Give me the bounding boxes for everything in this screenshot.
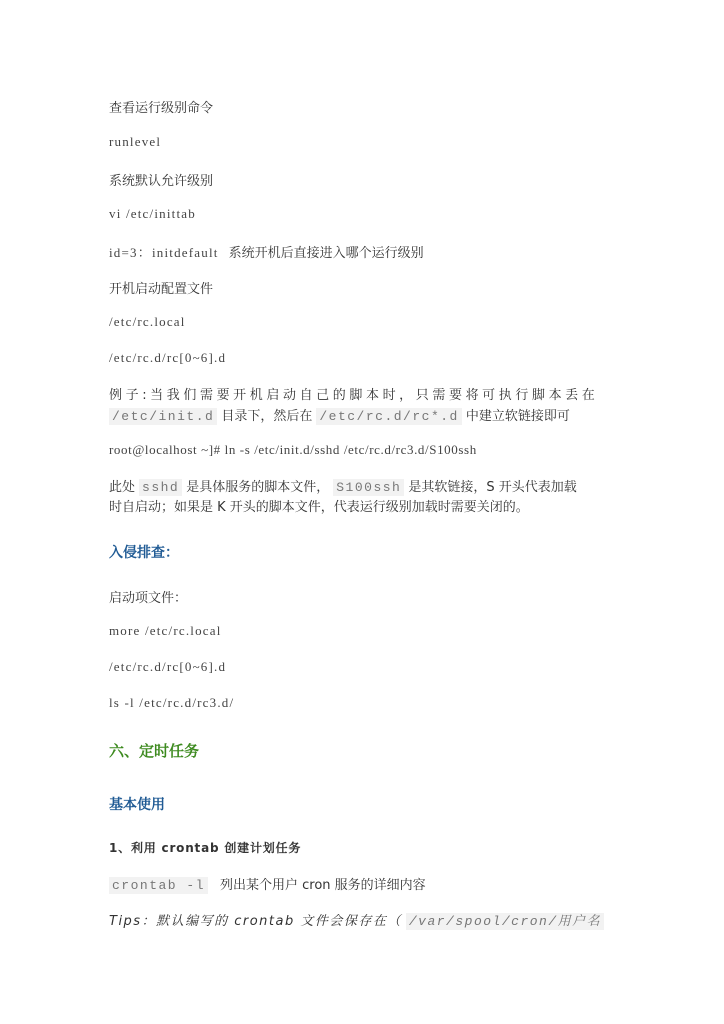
rc-local-path: /etc/rc.local <box>109 314 186 329</box>
spool-cron-path: /var/spool/cron/用户名 <box>406 913 604 930</box>
view-runlevel-cmd-text: 查看运行级别命令 <box>109 101 214 116</box>
rc-d-path: /etc/rc.d/rc[0~6].d <box>109 350 227 365</box>
example-line-2 <box>109 406 619 427</box>
explain-paragraph <box>109 477 619 518</box>
id3-prefix: id=3：initdefault <box>109 245 219 260</box>
example-line-1: 例子:当我们需要开机启动自己的脚本时，只需要将可执行脚本丢在 <box>109 388 599 403</box>
intrusion-heading: 入侵排查： <box>109 545 179 561</box>
vi-inittab-command: vi /etc/inittab <box>109 206 196 221</box>
boot-config-text: 开机启动配置文件 <box>109 282 214 297</box>
ln-command-line: root@localhost ~]# ln -s /etc/init.d/sshd /etc/rc.d/rc3.d/S100ssh <box>109 442 477 457</box>
id3-suffix: 系统开机后直接进入哪个运行级别 <box>228 246 424 261</box>
explain-line-2: 时自启动；如果是 K 开头的脚本文件，代表运行级别加载时需要关闭的。 <box>109 500 529 515</box>
init-d-code: /etc/init.d <box>109 408 217 425</box>
s100ssh-code: S100ssh <box>333 479 404 496</box>
explain-text-3: 是其软链接，S 开头代表加载 <box>408 480 577 495</box>
explain-text-1: 此处 <box>109 480 136 495</box>
tips-line <box>109 910 604 930</box>
explain-line-1 <box>109 477 619 498</box>
more-rc-local-command: more /etc/rc.local <box>109 623 222 638</box>
sshd-code: sshd <box>139 479 182 496</box>
crontab-l-line <box>109 874 426 894</box>
default-level-text: 系统默认允许级别 <box>109 174 214 189</box>
example-text-2: 目录下，然后在 <box>221 409 313 424</box>
crontab-l-desc: 列出某个用户 cron 服务的详细内容 <box>220 878 426 893</box>
crontab-l-code: crontab -l <box>109 877 208 894</box>
example-paragraph <box>109 386 619 427</box>
tips-text: Tips：默认编写的 crontab 文件会保存在（ <box>109 914 402 929</box>
crontab-item-heading: 1、利用 crontab 创建计划任务 <box>109 841 302 855</box>
runlevel-command: runlevel <box>109 134 162 149</box>
basic-usage-heading: 基本使用 <box>109 797 165 813</box>
ls-rc3-command: ls -l /etc/rc.d/rc3.d/ <box>109 695 235 710</box>
section-6-heading: 六、定时任务 <box>109 742 200 760</box>
rc-d-path-2: /etc/rc.d/rc[0~6].d <box>109 659 227 674</box>
startup-files-text: 启动项文件： <box>109 591 188 606</box>
example-text-3: 中建立软链接即可 <box>465 409 570 424</box>
rc-d-code: /etc/rc.d/rc*.d <box>316 408 462 425</box>
id3-line <box>109 242 424 262</box>
explain-text-2: 是具体服务的脚本文件， <box>186 480 330 495</box>
